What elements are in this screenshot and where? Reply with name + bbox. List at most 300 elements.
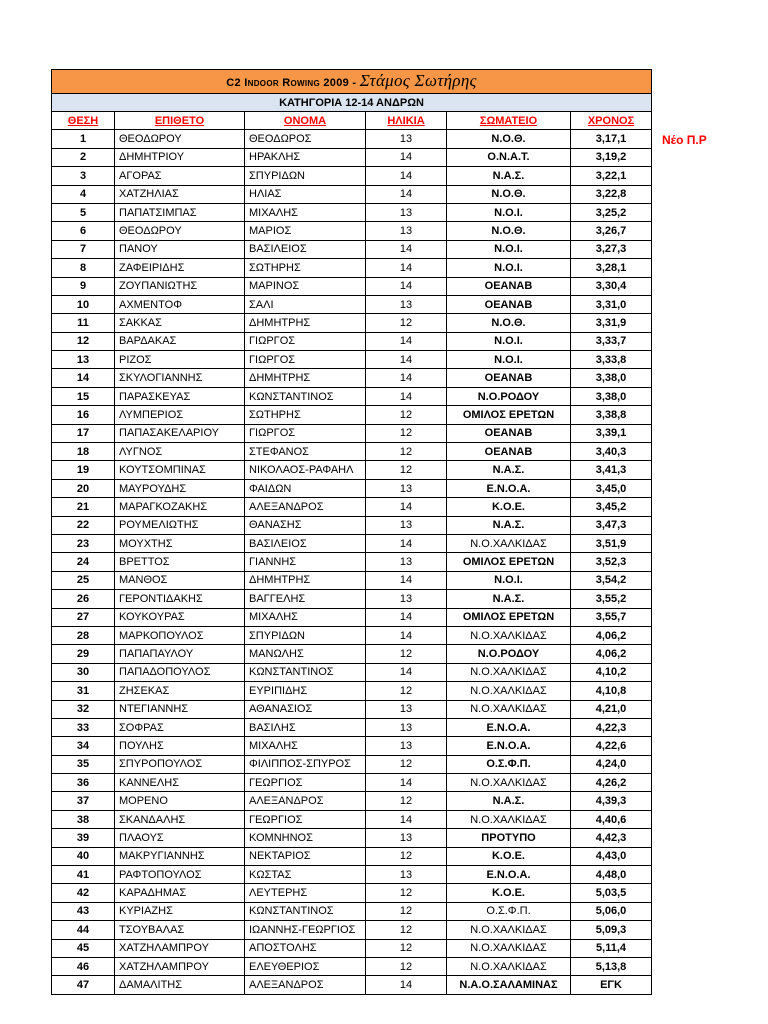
table-row [52,939,652,957]
cell-name: ΘΑΝΑΣΗΣ [245,516,366,534]
cell-club: Ν.Ο.Ι. [447,332,571,350]
cell-surname: ΣΟΦΡΑΣ [115,718,245,736]
table-row [52,774,652,792]
cell-pos: 25 [52,571,115,589]
cell-name: ΒΑΣΙΛΗΣ [245,718,366,736]
cell-time: 4,10,8 [571,682,652,700]
cell-name: ΙΩΑΝΝΗΣ-ΓΕΩΡΓΙΟΣ [245,921,366,939]
cell-club: Ν.Ο.Θ. [447,222,571,240]
cell-surname: ΚΟΥΤΣΟΜΠΙΝΑΣ [115,461,245,479]
cell-name: ΜΙΧΑΛΗΣ [245,608,366,626]
cell-name: ΓΙΑΝΝΗΣ [245,553,366,571]
cell-club: ΟΕΑΝΑΒ [447,369,571,387]
category-row [52,94,652,112]
cell-pos: 8 [52,259,115,277]
header-pos: ΘΕΣΗ [52,112,115,130]
cell-surname: ΜΟΥΧΤΗΣ [115,534,245,552]
cell-time: 3,26,7 [571,222,652,240]
cell-club: Ε.Ν.Ο.Α. [447,737,571,755]
cell-club: Ν.Ο.ΧΑΛΚΙΔΑΣ [447,700,571,718]
cell-name: ΒΑΣΙΛΕΙΟΣ [245,534,366,552]
cell-age: 12 [366,314,447,332]
cell-time: 4,26,2 [571,774,652,792]
table-row [52,810,652,828]
cell-time: 4,06,2 [571,645,652,663]
cell-surname: ΚΥΡΙΑΖΗΣ [115,902,245,920]
cell-age: 12 [366,792,447,810]
cell-surname: ΡΟΥΜΕΛΙΩΤΗΣ [115,516,245,534]
cell-time: 3,25,2 [571,203,652,221]
cell-age: 12 [366,443,447,461]
cell-surname: ΣΑΚΚΑΣ [115,314,245,332]
cell-pos: 41 [52,866,115,884]
table-row [52,406,652,424]
cell-time: 4,06,2 [571,626,652,644]
table-row [52,516,652,534]
table-row [52,461,652,479]
cell-age: 12 [366,406,447,424]
table-row [52,424,652,442]
cell-age: 14 [366,774,447,792]
cell-surname: ΠΑΠΑΠΑΥΛΟΥ [115,645,245,663]
cell-name: ΚΩΣΤΑΣ [245,866,366,884]
cell-surname: ΛΥΜΠΕΡΙΟΣ [115,406,245,424]
cell-surname: ΜΟΡΕΝΟ [115,792,245,810]
cell-pos: 6 [52,222,115,240]
cell-club: Ν.Ο.Θ. [447,130,571,148]
cell-club: Ε.Ν.Ο.Α. [447,866,571,884]
table-row [52,957,652,975]
table-row [52,369,652,387]
cell-club: Ν.Ο.Ι. [447,351,571,369]
cell-age: 12 [366,939,447,957]
cell-name: ΑΛΕΞΑΝΔΡΟΣ [245,498,366,516]
cell-surname: ΒΑΡΔΑΚΑΣ [115,332,245,350]
cell-age: 13 [366,203,447,221]
cell-age: 12 [366,682,447,700]
cell-pos: 1 [52,130,115,148]
cell-name: ΕΥΡΙΠΙΔΗΣ [245,682,366,700]
cell-name: ΜΑΡΙΝΟΣ [245,277,366,295]
cell-surname: ΖΗΣΕΚΑΣ [115,682,245,700]
cell-age: 14 [366,369,447,387]
cell-age: 12 [366,424,447,442]
cell-pos: 24 [52,553,115,571]
table-row [52,829,652,847]
cell-name: ΣΤΕΦΑΝΟΣ [245,443,366,461]
table-row [52,443,652,461]
cell-club: Ν.Ο.ΧΑΛΚΙΔΑΣ [447,663,571,681]
table-row [52,571,652,589]
cell-time: 3,28,1 [571,259,652,277]
cell-name: ΝΙΚΟΛΑΟΣ-ΡΑΦΑΗΛ [245,461,366,479]
table-row [52,314,652,332]
cell-pos: 30 [52,663,115,681]
cell-surname: ΡΙΖΟΣ [115,351,245,369]
cell-time: 5,11,4 [571,939,652,957]
table-row [52,645,652,663]
cell-age: 14 [366,387,447,405]
cell-pos: 32 [52,700,115,718]
cell-age: 13 [366,222,447,240]
cell-club: Ν.Ο.ΧΑΛΚΙΔΑΣ [447,921,571,939]
cell-name: ΚΟΜΝΗΝΟΣ [245,829,366,847]
cell-name: ΦΙΛΙΠΠΟΣ-ΣΠΥΡΟΣ [245,755,366,773]
cell-time: 3,55,2 [571,590,652,608]
cell-time: 3,45,0 [571,479,652,497]
cell-time: 3,31,0 [571,295,652,313]
cell-club: ΟΕΑΝΑΒ [447,277,571,295]
cell-age: 13 [366,516,447,534]
cell-pos: 29 [52,645,115,663]
cell-age: 14 [366,259,447,277]
cell-pos: 19 [52,461,115,479]
table-row [52,902,652,920]
table-row [52,792,652,810]
cell-surname: ΖΑΦΕΙΡΙΔΗΣ [115,259,245,277]
cell-club: Ε.Ν.Ο.Α. [447,479,571,497]
cell-surname: ΛΥΓΝΟΣ [115,443,245,461]
cell-surname: ΝΤΕΓΙΑΝΝΗΣ [115,700,245,718]
cell-surname: ΧΑΤΖΗΛΑΜΠΡΟΥ [115,939,245,957]
cell-pos: 4 [52,185,115,203]
cell-time: 5,06,0 [571,902,652,920]
cell-time: 4,22,6 [571,737,652,755]
cell-time: 5,13,8 [571,957,652,975]
cell-pos: 44 [52,921,115,939]
cell-club: ΟΕΑΝΑΒ [447,295,571,313]
table-row [52,277,652,295]
cell-surname: ΘΕΟΔΩΡΟΥ [115,222,245,240]
cell-pos: 3 [52,167,115,185]
cell-club: Ν.Α.Σ. [447,167,571,185]
cell-club: Ο.Σ.Φ.Π. [447,755,571,773]
cell-surname: ΣΠΥΡΟΠΟΥΛΟΣ [115,755,245,773]
cell-age: 14 [366,240,447,258]
table-row [52,718,652,736]
cell-pos: 33 [52,718,115,736]
cell-name: ΣΩΤΗΡΗΣ [245,259,366,277]
table-row [52,737,652,755]
table-row [52,203,652,221]
header-row [52,112,652,130]
cell-surname: ΣΚΑΝΔΑΛΗΣ [115,810,245,828]
cell-pos: 40 [52,847,115,865]
cell-club: Ν.Ο.ΧΑΛΚΙΔΑΣ [447,682,571,700]
cell-pos: 5 [52,203,115,221]
cell-age: 14 [366,534,447,552]
cell-name: ΜΙΧΑΛΗΣ [245,203,366,221]
cell-pos: 22 [52,516,115,534]
cell-surname: ΧΑΤΖΗΛΙΑΣ [115,185,245,203]
cell-club: ΠΡΟΤΥΠΟ [447,829,571,847]
cell-name: ΑΛΕΞΑΝΔΡΟΣ [245,792,366,810]
cell-name: ΜΑΡΙΟΣ [245,222,366,240]
cell-club: ΟΜΙΛΟΣ ΕΡΕΤΩΝ [447,608,571,626]
cell-surname: ΓΕΡΟΝΤΙΔΑΚΗΣ [115,590,245,608]
table-row [52,240,652,258]
cell-age: 14 [366,185,447,203]
cell-time: 4,10,2 [571,663,652,681]
cell-pos: 26 [52,590,115,608]
cell-pos: 11 [52,314,115,332]
cell-surname: ΚΟΥΚΟΥΡΑΣ [115,608,245,626]
table-row [52,976,652,994]
cell-surname: ΚΑΡΑΔΗΜΑΣ [115,884,245,902]
cell-age: 13 [366,866,447,884]
cell-time: 4,48,0 [571,866,652,884]
cell-pos: 35 [52,755,115,773]
cell-name: ΓΕΩΡΓΙΟΣ [245,810,366,828]
cell-pos: 23 [52,534,115,552]
cell-pos: 42 [52,884,115,902]
cell-age: 13 [366,829,447,847]
cell-pos: 2 [52,148,115,166]
cell-age: 12 [366,902,447,920]
cell-pos: 20 [52,479,115,497]
table-row [52,553,652,571]
table-row [52,295,652,313]
table-row [52,626,652,644]
cell-name: ΜΙΧΑΛΗΣ [245,737,366,755]
cell-time: 3,38,0 [571,369,652,387]
cell-age: 14 [366,498,447,516]
cell-time: 3,45,2 [571,498,652,516]
cell-surname: ΜΑΡΚΟΠΟΥΛΟΣ [115,626,245,644]
cell-club: Ν.Ο.Ι. [447,259,571,277]
header-age: ΗΛΙΚΙΑ [366,112,447,130]
header-time: ΧΡΟΝΟΣ [571,112,652,130]
cell-time: ΕΓΚ [571,976,652,994]
cell-time: 3,33,7 [571,332,652,350]
cell-time: 3,41,3 [571,461,652,479]
cell-surname: ΖΟΥΠΑΝΙΩΤΗΣ [115,277,245,295]
cell-pos: 39 [52,829,115,847]
cell-time: 3,54,2 [571,571,652,589]
table-row [52,185,652,203]
cell-pos: 9 [52,277,115,295]
cell-age: 13 [366,700,447,718]
cell-time: 3,22,8 [571,185,652,203]
cell-name: ΣΠΥΡΙΔΩΝ [245,626,366,644]
cell-time: 3,55,7 [571,608,652,626]
cell-pos: 45 [52,939,115,957]
cell-name: ΣΑΛΙ [245,295,366,313]
cell-age: 14 [366,332,447,350]
cell-pos: 15 [52,387,115,405]
cell-time: 5,09,3 [571,921,652,939]
cell-name: ΓΕΩΡΓΙΟΣ [245,774,366,792]
cell-time: 3,31,9 [571,314,652,332]
cell-club: Ν.Α.Σ. [447,590,571,608]
cell-name: ΚΩΝΣΤΑΝΤΙΝΟΣ [245,387,366,405]
cell-pos: 7 [52,240,115,258]
cell-age: 14 [366,663,447,681]
cell-age: 13 [366,737,447,755]
cell-time: 4,43,0 [571,847,652,865]
cell-surname: ΤΣΟΥΒΑΛΑΣ [115,921,245,939]
cell-name: ΕΛΕΥΘΕΡΙΟΣ [245,957,366,975]
cell-pos: 13 [52,351,115,369]
cell-pos: 31 [52,682,115,700]
cell-club: Ν.Ο.ΧΑΛΚΙΔΑΣ [447,957,571,975]
table-row [52,700,652,718]
cell-name: ΓΙΩΡΓΟΣ [245,424,366,442]
cell-age: 12 [366,755,447,773]
cell-club: Ν.Ο.ΡΟΔΟΥ [447,387,571,405]
cell-club: ΟΜΙΛΟΣ ΕΡΕΤΩΝ [447,553,571,571]
table-row [52,590,652,608]
cell-pos: 17 [52,424,115,442]
cell-surname: ΠΟΥΛΗΣ [115,737,245,755]
cell-club: Ν.Ο.Ι. [447,240,571,258]
cell-name: ΗΛΙΑΣ [245,185,366,203]
results-table [51,69,652,995]
cell-age: 12 [366,921,447,939]
cell-age: 14 [366,351,447,369]
cell-surname: ΑΧΜΕΝΤΟΦ [115,295,245,313]
cell-surname: ΠΑΝΟΥ [115,240,245,258]
cell-pos: 36 [52,774,115,792]
cell-pos: 43 [52,902,115,920]
cell-club: ΟΕΑΝΑΒ [447,443,571,461]
cell-time: 3,38,0 [571,387,652,405]
cell-pos: 38 [52,810,115,828]
cell-surname: ΠΛΑΟΥΣ [115,829,245,847]
table-row [52,130,652,148]
cell-pos: 27 [52,608,115,626]
cell-age: 12 [366,461,447,479]
table-row [52,534,652,552]
table-row [52,387,652,405]
title-event: C2 Indoor Rowing 2009 - [226,76,360,89]
cell-name: ΘΕΟΔΩΡΟΣ [245,130,366,148]
cell-name: ΔΗΜΗΤΡΗΣ [245,571,366,589]
cell-age: 12 [366,645,447,663]
cell-age: 14 [366,810,447,828]
table-row [52,222,652,240]
cell-age: 12 [366,884,447,902]
cell-pos: 34 [52,737,115,755]
cell-name: ΑΠΟΣΤΟΛΗΣ [245,939,366,957]
cell-age: 13 [366,590,447,608]
cell-age: 13 [366,130,447,148]
cell-club: Ν.Ο.ΧΑΛΚΙΔΑΣ [447,939,571,957]
cell-surname: ΔΑΜΑΛΙΤΗΣ [115,976,245,994]
cell-name: ΣΠΥΡΙΔΩΝ [245,167,366,185]
cell-time: 4,40,6 [571,810,652,828]
cell-club: Ν.Ο.Θ. [447,314,571,332]
cell-name: ΝΕΚΤΑΡΙΟΣ [245,847,366,865]
cell-time: 5,03,5 [571,884,652,902]
cell-surname: ΑΓΟΡΑΣ [115,167,245,185]
cell-time: 4,24,0 [571,755,652,773]
cell-club: Ν.Ο.ΧΑΛΚΙΔΑΣ [447,534,571,552]
header-club: ΣΩΜΑΤΕΙΟ [447,112,571,130]
table-row [52,663,652,681]
cell-time: 3,33,8 [571,351,652,369]
cell-club: Ο.Σ.Φ.Π. [447,902,571,920]
table-row [52,148,652,166]
cell-pos: 14 [52,369,115,387]
cell-pos: 12 [52,332,115,350]
cell-club: Ν.Ο.ΡΟΔΟΥ [447,645,571,663]
cell-age: 14 [366,277,447,295]
cell-time: 3,19,2 [571,148,652,166]
cell-surname: ΘΕΟΔΩΡΟΥ [115,130,245,148]
table-row [52,332,652,350]
cell-club: Ν.Ο.ΧΑΛΚΙΔΑΣ [447,810,571,828]
cell-time: 3,52,3 [571,553,652,571]
cell-time: 3,38,8 [571,406,652,424]
table-row [52,259,652,277]
cell-club: ΟΜΙΛΟΣ ΕΡΕΤΩΝ [447,406,571,424]
cell-club: Ν.Ο.ΧΑΛΚΙΔΑΣ [447,774,571,792]
cell-club: Ν.Ο.Θ. [447,185,571,203]
cell-age: 12 [366,847,447,865]
cell-surname: ΒΡΕΤΤΟΣ [115,553,245,571]
cell-name: ΚΩΝΣΤΑΝΤΙΝΟΣ [245,663,366,681]
cell-surname: ΜΑΝΘΟΣ [115,571,245,589]
cell-time: 3,17,1 [571,130,652,148]
cell-age: 13 [366,295,447,313]
cell-age: 14 [366,608,447,626]
title-person: Στάμος Σωτήρης [359,70,477,90]
cell-age: 13 [366,718,447,736]
cell-surname: ΜΑΡΑΓΚΟΖΑΚΗΣ [115,498,245,516]
cell-time: 3,47,3 [571,516,652,534]
cell-pos: 18 [52,443,115,461]
cell-time: 3,27,3 [571,240,652,258]
cell-surname: ΣΚΥΛΟΓΙΑΝΝΗΣ [115,369,245,387]
cell-surname: ΚΑΝΝΕΛΗΣ [115,774,245,792]
cell-time: 4,21,0 [571,700,652,718]
cell-age: 13 [366,479,447,497]
record-note: Νέο Π.Ρ [662,133,707,147]
table-row [52,755,652,773]
cell-name: ΛΕΥΤΕΡΗΣ [245,884,366,902]
cell-pos: 21 [52,498,115,516]
cell-time: 4,42,3 [571,829,652,847]
cell-pos: 28 [52,626,115,644]
cell-surname: ΜΑΚΡΥΓΙΑΝΝΗΣ [115,847,245,865]
cell-surname: ΜΑΥΡΟΥΔΗΣ [115,479,245,497]
cell-name: ΓΙΩΡΓΟΣ [245,351,366,369]
cell-surname: ΠΑΡΑΣΚΕΥΑΣ [115,387,245,405]
cell-name: ΔΗΜΗΤΡΗΣ [245,369,366,387]
cell-surname: ΠΑΠΑΣΑΚΕΛΑΡΙΟΥ [115,424,245,442]
cell-time: 3,30,4 [571,277,652,295]
page-title [52,70,652,94]
cell-surname: ΧΑΤΖΗΛΑΜΠΡΟΥ [115,957,245,975]
cell-name: ΓΙΩΡΓΟΣ [245,332,366,350]
cell-time: 4,22,3 [571,718,652,736]
category-title: ΚΑΤΗΓΟΡΙΑ 12-14 ΑΝΔΡΩΝ [52,94,652,112]
cell-pos: 16 [52,406,115,424]
cell-name: ΗΡΑΚΛΗΣ [245,148,366,166]
header-surname: ΕΠΙΘΕΤΟ [115,112,245,130]
cell-surname: ΠΑΠΑΔΟΠΟΥΛΟΣ [115,663,245,681]
cell-club: Ν.Α.Σ. [447,461,571,479]
cell-age: 14 [366,626,447,644]
cell-club: Κ.Ο.Ε. [447,498,571,516]
cell-club: Ν.Ο.Ι. [447,203,571,221]
cell-name: ΒΑΓΓΕΛΗΣ [245,590,366,608]
cell-name: ΚΩΝΣΤΑΝΤΙΝΟΣ [245,902,366,920]
cell-club: Ν.Ο.Ι. [447,571,571,589]
cell-time: 3,39,1 [571,424,652,442]
cell-age: 13 [366,553,447,571]
